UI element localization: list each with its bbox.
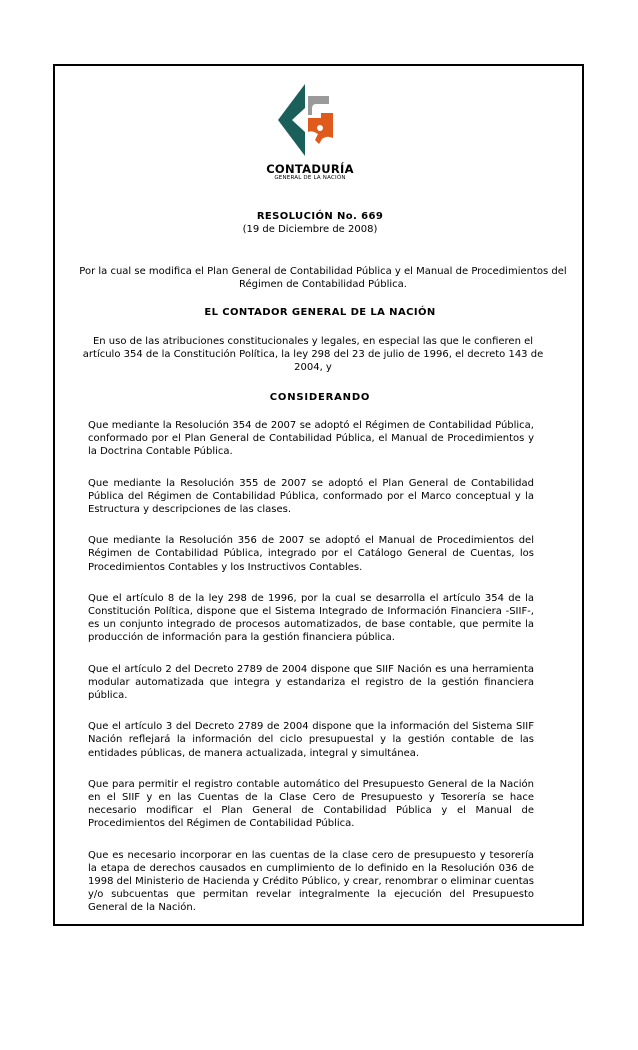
considerando-heading: CONSIDERANDO — [269, 392, 371, 403]
considerando-paragraph: Que el artículo 2 del Decreto 2789 de 2004 dispone que SIIF Nación es una herramienta modular automatizada que integra y estandariza el registro de la gestión financiera pública. — [88, 663, 534, 702]
considerando-paragraph: Que el artículo 8 de la ley 298 de 1996, por la cual se desarrolla el artículo 354 de la Constitución Política, dispone que el Sistema Integrado de Información Financiera -SIIF-, es un conjunto integrado de procesos automatizados, de base contable, que permite la producción de información para la gestión financiera pública. — [88, 592, 534, 644]
considerando-paragraph: Que mediante la Resolución 355 de 2007 se adoptó el Plan General de Contabilidad Pública del Régimen de Contabilidad Pública, conformado por el Marco conceptual y la Estructura y descripciones de las clases. — [88, 477, 534, 516]
resolution-subject: Por la cual se modifica el Plan General de Contabilidad Pública y el Manual de Procedimientos del Régimen de Contabilidad Pública. — [79, 266, 567, 290]
resolution-title: RESOLUCIÓN No. 669 — [256, 211, 384, 222]
logo-name: CONTADURÍA — [266, 162, 354, 176]
considerando-paragraph: Que mediante la Resolución 354 de 2007 se adoptó el Régimen de Contabilidad Pública, conformado por el Plan General de Contabilidad Pública, el Manual de Procedimientos y la Doctrina Contable Pública. — [88, 420, 534, 458]
preamble: En uso de las atribuciones constitucionales y legales, en especial las que le confieren el artículo 354 de la Constitución Política, la ley 298 del 23 de julio de 1996, el decreto 143 de 2004, y — [82, 336, 544, 373]
considerando-paragraphs — [88, 419, 534, 933]
considerando-paragraph: Que es necesario incorporar en las cuentas de la clase cero de presupuesto y tesorería la etapa de derechos causados en cumplimiento de lo definido en la Resolución 036 de 1998 del Ministerio de Hacienda y Crédito Público, y crear, renombrar o eliminar cuentas y/o subcuentas que permitan revelar integralmente la ejecución del Presupuesto General de la Nación. — [88, 849, 534, 914]
considerando-paragraph: Que el artículo 3 del Decreto 2789 de 2004 dispone que la información del Sistema SIIF Nación reflejará la información del ciclo presupuestal y la gestión contable de las entidades públicas, de manera actualizada, integral y simultánea. — [88, 721, 534, 759]
authority-heading: EL CONTADOR GENERAL DE LA NACIÓN — [204, 307, 436, 318]
considerando-paragraph: Que mediante la Resolución 356 de 2007 se adoptó el Manual de Procedimientos del Régimen de Contabilidad Pública, integrado por el Catálogo General de Cuentas, los Procedimientos Contables y los Instructivos Contables. — [88, 535, 534, 573]
contaduria-logo — [262, 82, 358, 184]
logo-mark-icon — [275, 82, 345, 160]
resolution-date: (19 de Diciembre de 2008) — [242, 224, 378, 235]
considerando-paragraph: Que para permitir el registro contable automático del Presupuesto General de la Nación en el SIIF y en las Cuentas de la Clase Cero de Presupuesto y Tesorería se hace necesario modificar el Plan General de Contabilidad Pública y el Manual de Procedimientos del Régimen de Contabilidad Pública. — [88, 778, 534, 830]
logo-subtitle: GENERAL DE LA NACIÓN — [274, 175, 346, 181]
